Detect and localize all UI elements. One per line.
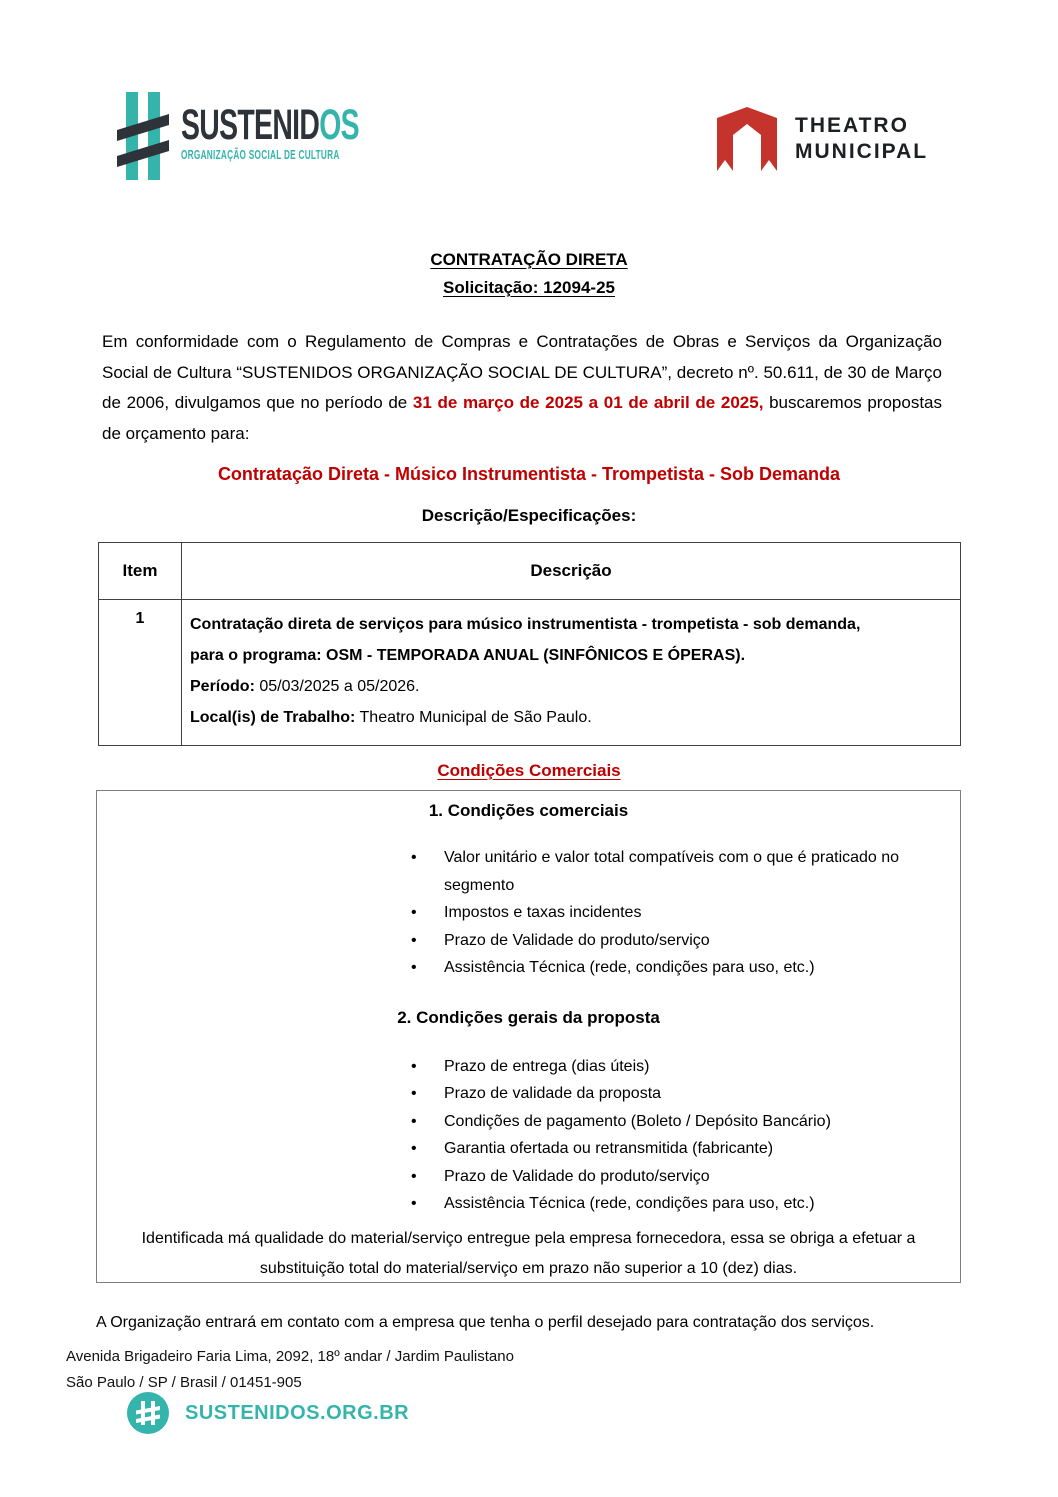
address-line1: Avenida Brigadeiro Faria Lima, 2092, 18º andar / Jardim Paulistano <box>66 1348 514 1365</box>
intro-paragraph <box>102 327 942 449</box>
sustenidos-logo <box>117 92 451 180</box>
bullet-icon: • <box>411 1112 417 1130</box>
col-header-descricao: Descrição <box>182 543 961 600</box>
sustenidos-circle-hashtag-icon <box>127 1392 169 1434</box>
list-item: • Assistência Técnica (rede, condições para uso, etc.) <box>411 1190 946 1218</box>
list-item: • Valor unitário e valor total compatíveis com o que é praticado no segmento <box>411 844 946 899</box>
conditions-section1-list <box>97 844 960 982</box>
item-number-cell: 1 <box>99 600 182 746</box>
theatro-line2: MUNICIPAL <box>795 140 929 163</box>
description-line2: para o programa: OSM - TEMPORADA ANUAL (SINFÔNICOS E ÓPERAS). <box>190 647 746 664</box>
spec-heading: Descrição/Especificações: <box>421 506 637 525</box>
bullet-icon: • <box>411 931 417 949</box>
list-item: • Prazo de Validade do produto/serviço <box>411 1163 946 1191</box>
list-item: • Garantia ofertada ou retransmitida (fabricante) <box>411 1135 946 1163</box>
sustenidos-logo-text <box>181 101 359 162</box>
contact-note: A Organização entrará em contato com a empresa que tenha o perfil desejado para contratação dos serviços. <box>96 1314 875 1331</box>
list-item: • Prazo de validade da proposta <box>411 1080 946 1108</box>
address-line2: São Paulo / SP / Brasil / 01451-905 <box>66 1374 302 1391</box>
bullet-icon: • <box>411 1085 417 1102</box>
footer-address <box>66 1344 514 1396</box>
bullet-icon: • <box>411 904 417 921</box>
spec-table <box>98 542 961 746</box>
theatro-line1: THEATRO <box>795 114 909 137</box>
conditions-heading: Condições Comerciais <box>437 761 621 780</box>
location-label: Local(is) de Trabalho: <box>190 709 356 726</box>
footer-site-url: SUSTENIDOS.ORG.BR <box>185 1401 410 1424</box>
list-item: • Prazo de Validade do produto/serviço <box>411 927 946 955</box>
quality-replacement-note: Identificada má qualidade do material/serviço entregue pela empresa fornecedora, essa se obriga a efetuar a substituição total do material/serviço em prazo não superior a 10 (dez) dias. <box>141 1229 916 1277</box>
sustenidos-sharp-hashtag-icon <box>117 92 169 180</box>
conditions-section2-title: 2. Condições gerais da proposta <box>397 1007 660 1027</box>
list-item: • Condições de pagamento (Boleto / Depósito Bancário) <box>411 1108 946 1136</box>
bullet-icon: • <box>411 1167 417 1185</box>
intro-date-highlight: 31 de março de 2025 a 01 de abril de 2025, <box>412 393 764 412</box>
list-item: • Prazo de entrega (dias úteis) <box>411 1053 946 1081</box>
theatro-municipal-wordmark <box>795 113 928 165</box>
title-line1: CONTRATAÇÃO DIRETA <box>430 250 628 269</box>
bullet-icon: • <box>411 849 417 866</box>
description-line1: Contratação direta de serviços para músico instrumentista - trompetista - sob demanda, <box>190 616 861 633</box>
intro-part1: Em conformidade com o Regulamento de Compras e Contratações de Obras e Serviços da Organização Social de Cultura “SUSTENIDOS ORGANIZAÇÃO SOCIAL DE CULTURA”, decreto nº. 50.611, de 30 de Março de 2006, divulgamos que no período de <box>102 332 942 412</box>
bullet-icon: • <box>411 1140 417 1157</box>
subject-heading: Contratação Direta - Músico Instrumentista - Trompetista - Sob Demanda <box>217 464 841 484</box>
list-item: • Assistência Técnica (rede, condições para uso, etc.) <box>411 954 946 982</box>
period-line <box>190 671 952 702</box>
sustenidos-wordmark <box>181 101 359 149</box>
conditions-box <box>96 790 961 1283</box>
location-value: Theatro Municipal de São Paulo. <box>355 709 592 726</box>
period-label: Período: <box>190 678 255 695</box>
conditions-section2-list <box>97 1053 960 1218</box>
location-line <box>190 702 952 733</box>
wordmark-dark-part: SUSTENID <box>181 101 320 149</box>
sustenidos-tagline: ORGANIZAÇÃO SOCIAL DE CULTURA <box>181 148 340 162</box>
wordmark-teal-part: OS <box>319 101 359 149</box>
bullet-icon: • <box>411 1195 417 1212</box>
col-header-item: Item <box>99 543 182 600</box>
theatro-municipal-arch-icon <box>717 106 777 171</box>
bullet-icon: • <box>411 959 417 976</box>
conditions-section1-title: 1. Condições comerciais <box>428 801 629 820</box>
item-description-cell <box>182 600 961 746</box>
document-title <box>0 246 1058 302</box>
list-item: • Impostos e taxas incidentes <box>411 899 946 927</box>
title-line2: Solicitação: 12094-25 <box>443 278 615 297</box>
theatro-municipal-logo <box>717 106 928 171</box>
spec-table-header-row <box>99 543 961 600</box>
footer-logo <box>127 1392 409 1434</box>
table-row <box>99 600 961 746</box>
period-value: 05/03/2025 a 05/2026. <box>254 678 420 695</box>
intro-part2: buscaremos propostas de orçamento para: <box>102 393 942 443</box>
bullet-icon: • <box>411 1057 417 1075</box>
